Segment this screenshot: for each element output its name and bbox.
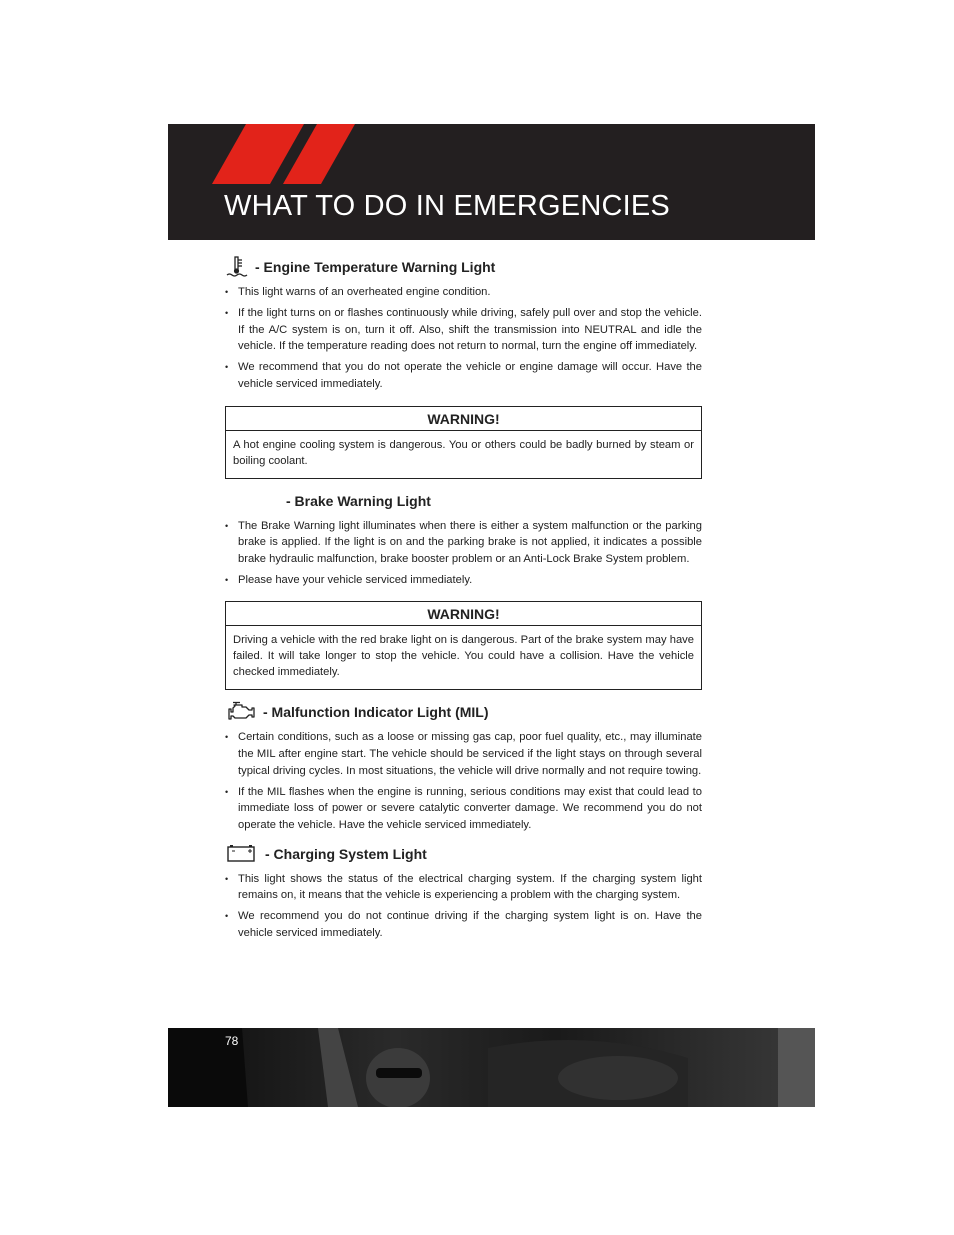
- list-item: • Certain conditions, such as a loose or missing gas cap, poor fuel quality, etc., may illuminate the MIL after engine start. The vehicle should be serviced if the light stays on through several typical driving cycles. In most situations, the vehicle will drive normally and not require towing.: [225, 729, 702, 779]
- warning-title: WARNING!: [226, 602, 701, 626]
- page-number: 78: [225, 1034, 239, 1048]
- bullet-list: [225, 518, 702, 589]
- list-item: • We recommend you do not continue driving if the charging system light is on. Have the vehicle serviced immediately.: [225, 908, 702, 941]
- section-heading-brake-warning: [225, 490, 702, 512]
- footer-photo-band: [168, 1028, 815, 1107]
- list-item: • This light shows the status of the electrical charging system. If the charging system light remains on, it means that the vehicle is experiencing a problem with the charging system.: [225, 871, 702, 904]
- bullet-list: [225, 729, 702, 833]
- warning-box: [225, 406, 702, 479]
- brand-stripes-logo: [212, 124, 362, 184]
- section-heading-engine-temperature: [225, 256, 702, 278]
- section-title: - Charging System Light: [265, 845, 427, 862]
- section-heading-mil: [225, 701, 702, 723]
- list-item: • We recommend that you do not operate the vehicle or engine damage will occur. Have the vehicle serviced immediately.: [225, 359, 702, 392]
- section-title: - Malfunction Indicator Light (MIL): [263, 704, 489, 721]
- section-title: - Brake Warning Light: [286, 492, 431, 509]
- section-heading-charging-system: [225, 843, 702, 865]
- list-item: • If the light turns on or flashes continuously while driving, safely pull over and stop the vehicle. If the A/C system is on, turn it off. Also, shift the transmission into NEUTRAL and idle the vehicle. If the temperature reading does not return to normal, turn the engine off immediately.: [225, 305, 702, 355]
- warning-body: Driving a vehicle with the red brake light on is dangerous. Part of the brake system may have failed. It will take longer to stop the vehicle. You could have a collision. Have the vehicle checked immediately.: [233, 634, 694, 679]
- battery-icon: [225, 843, 259, 865]
- list-item: • This light warns of an overheated engine condition.: [225, 284, 702, 301]
- check-engine-icon: [225, 701, 257, 723]
- engine-temperature-icon: [225, 256, 249, 278]
- list-item: • The Brake Warning light illuminates when there is either a system malfunction or the parking brake is applied. If the light is on and the parking brake is not applied, it indicates a possible brake hydraulic malfunction, brake booster problem or an Anti-Lock Brake System problem.: [225, 518, 702, 568]
- warning-title: WARNING!: [226, 407, 701, 431]
- list-item: • If the MIL flashes when the engine is running, serious conditions may exist that could lead to immediate loss of power or severe catalytic converter damage. We recommend you do not operate the vehicle. Have the vehicle serviced immediately.: [225, 784, 702, 834]
- section-title: - Engine Temperature Warning Light: [255, 259, 496, 275]
- list-item: • Please have your vehicle serviced immediately.: [225, 572, 702, 589]
- footer-photo: [168, 1028, 815, 1107]
- chapter-header: [168, 124, 815, 240]
- bullet-list: [225, 871, 702, 942]
- page-content: [225, 256, 702, 946]
- warning-body: A hot engine cooling system is dangerous. You or others could be badly burned by steam or boiling coolant.: [233, 438, 694, 467]
- warning-box: [225, 601, 702, 690]
- chapter-title: WHAT TO DO IN EMERGENCIES: [224, 190, 670, 222]
- bullet-list: [225, 284, 702, 393]
